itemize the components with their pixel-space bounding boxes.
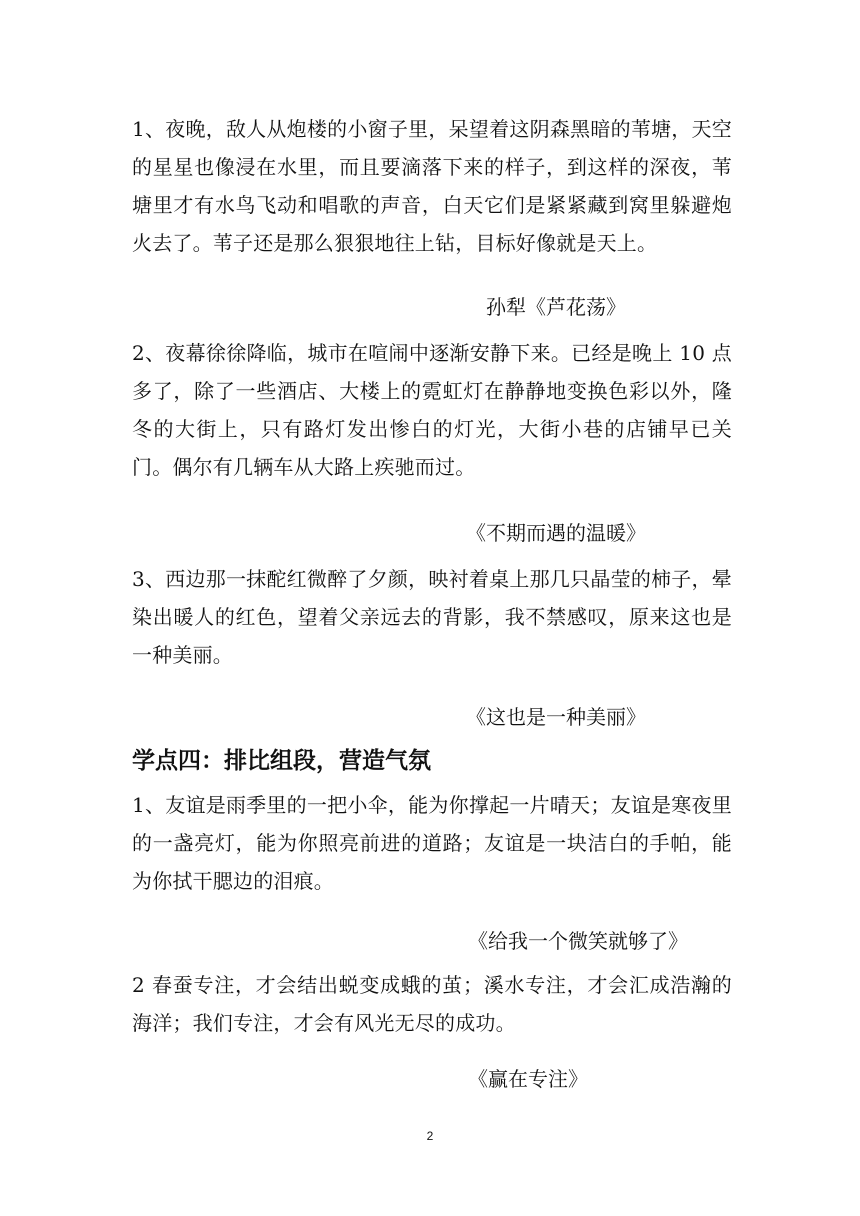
- source-citation-1: 孙犁《芦花荡》: [486, 295, 626, 319]
- paragraph-example-3: 3、西边那一抹酡红微醉了夕颜，映衬着桌上那几只晶莹的柿子，晕染出暖人的红色，望着父亲远去的背影，我不禁感叹，原来这也是一种美丽。: [132, 567, 732, 667]
- source-citation-2: 《不期而遇的温暖》: [466, 521, 646, 545]
- section-heading: 学点四：排比组段，营造气氛: [132, 748, 431, 774]
- source-citation-5: 《赢在专注》: [468, 1067, 588, 1091]
- paragraph-parallelism-1: 1、友谊是雨季里的一把小伞，能为你撑起一片晴天；友谊是寒夜里的一盏亮灯，能为你照亮前进的道路；友谊是一块洁白的手帕，能为你拭干腮边的泪痕。: [132, 793, 732, 893]
- source-citation-4: 《给我一个微笑就够了》: [468, 929, 688, 953]
- paragraph-example-2: 2、夜幕徐徐降临，城市在喧闹中逐渐安静下来。已经是晚上 10 点多了，除了一些酒店、大楼上的霓虹灯在静静地变换色彩以外，隆冬的大街上，只有路灯发出惨白的灯光，大街小巷的店铺早已关门。偶尔有几辆车从大路上疾驰而过。: [132, 341, 732, 479]
- source-citation-3: 《这也是一种美丽》: [466, 705, 646, 729]
- paragraph-parallelism-2: 2 春蚕专注，才会结出蜕变成蛾的茧；溪水专注，才会汇成浩瀚的海洋；我们专注，才会有风光无尽的成功。: [132, 973, 732, 1035]
- paragraph-example-1: 1、夜晚，敌人从炮楼的小窗子里，呆望着这阴森黑暗的苇塘，天空的星星也像浸在水里，而且要滴落下来的样子，到这样的深夜，苇塘里才有水鸟飞动和唱歌的声音，白天它们是紧紧藏到窝里躲避炮火去了。苇子还是那么狠狠地往上钻，目标好像就是天上。: [132, 117, 732, 255]
- page-number: 2: [426, 1129, 434, 1143]
